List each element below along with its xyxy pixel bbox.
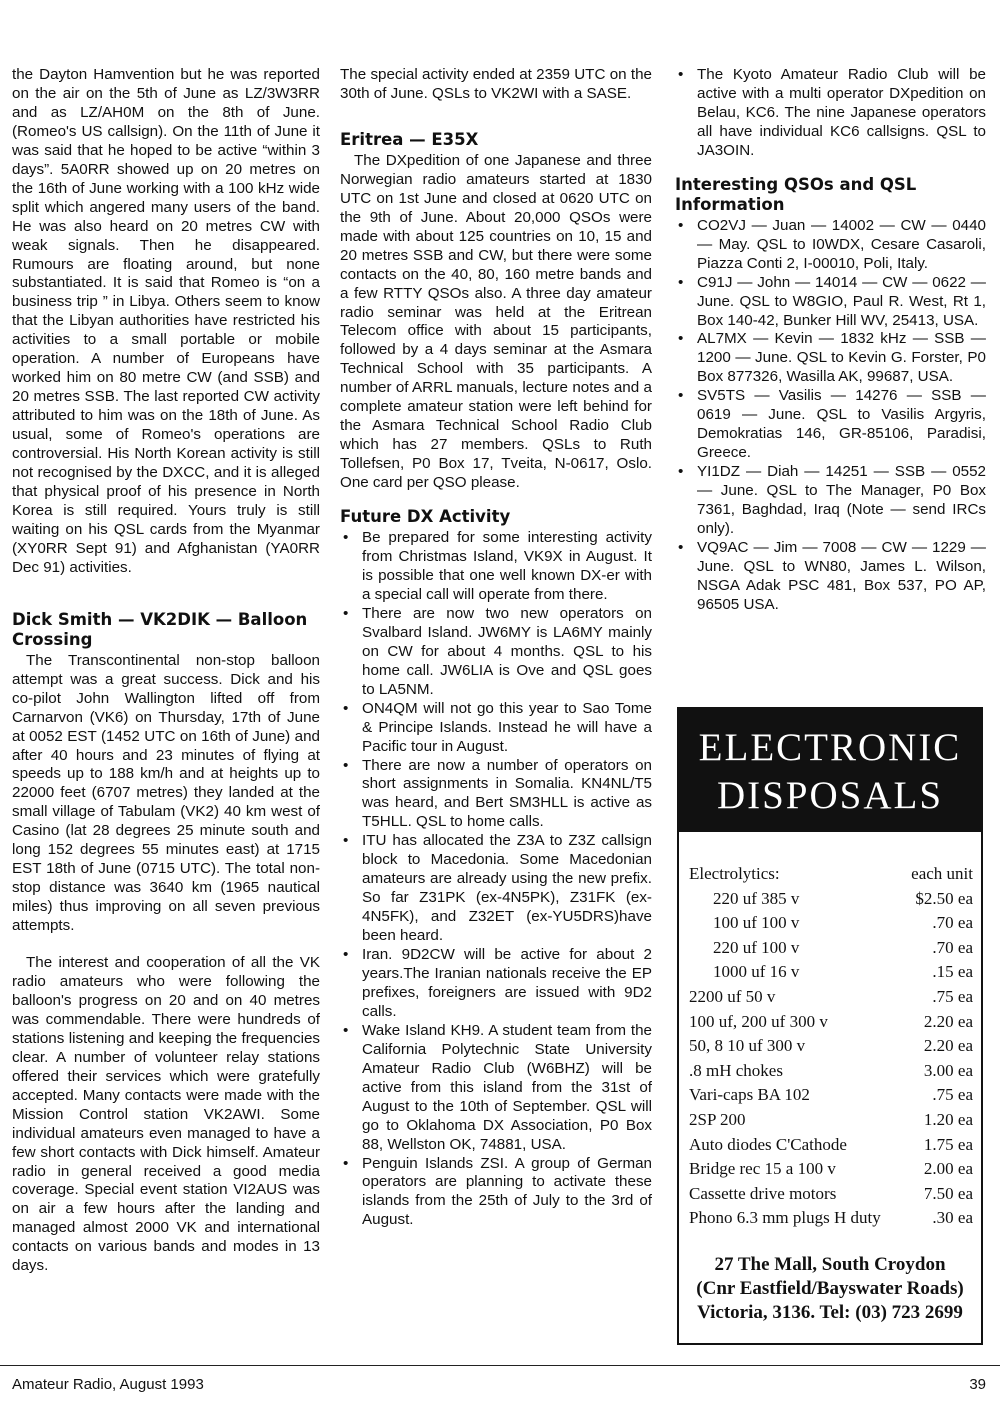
item-name: Auto diodes C'Cathode — [689, 1134, 847, 1154]
price-row — [689, 936, 973, 961]
list-item: • Wake Island KH9. A student team from the California Polytechnic State University Amateur Radio Club (W6BHZ) will be active from this island from the 31st of August to the 10th of September. QSL will go to Oklahoma DX Association, P0 Box 88, Wellston OK, 74881, USA. — [340, 1022, 652, 1155]
kyoto-list — [675, 66, 986, 161]
price-list-header — [689, 862, 973, 887]
column-3 — [675, 66, 986, 615]
balloon-paragraph-2: The interest and cooperation of all the VK radio amateurs who were following the balloon's progress on 20 and on 40 metres was commendable. There were hundreds of stations listening and keeping the frequencies clear. A number of volunteer relay stations offered their services which were gratefully accepted. Many contacts were made with the Mission Control station VK2AWI. Some individual amateurs even managed to have a few short contacts with Dick himself. Amateur radio in general received a good media coverage. Special event station VI2AUS was on air a few hours after the landing and managed almost 2000 VK and international contacts on various bands and modes in 13 days. — [12, 954, 320, 1275]
list-item: • SV5TS — Vasilis — 14276 — SSB — 0619 — June. QSL to Vasilis Argyris, Demokratias 146, GR-85106, Paradisi, Greece. — [675, 387, 986, 463]
item-price: 3.00 ea — [923, 1060, 973, 1080]
electronic-disposals-advert — [677, 707, 983, 1345]
item-name: 50, 8 10 uf 300 v — [689, 1036, 806, 1056]
romeo-continued-paragraph: the Dayton Hamvention but he was reported on the air on the 5th of June as LZ/3W3RR and as LZ/AH0M on the 8th of June. (Romeo's US callsign). On the 11th of June it was said that he hoped to be active “within 3 days”. 5A0RR showed up on 20 metres on the 16th of June working with a 100 kHz wide split which angered many users of the band. He was also heard on 20 metres CW with weak signals. Then he disappeared. Rumours are floating around, but none substantiated. It is said that Romeo is “on a business trip ” in Libya. Others seem to know that the Libyan authorities have restricted his activities to a small portable or mobile operation. A number of Europeans have worked him on 80 metre CW (and SSB) and 20 metres SSB. The last reported CW activity attributed to him was on the 18th of June. As usual, some of Romeo's operations are controversial. His North Korean activity is still not recognised by the DXCC, and it is alleged that physical proof of his presence in North Korea is still required. Yours truly is still waiting on his QSL cards from the Myanmar (XY0RR Sept 91) and Afghanistan (YA0RR Dec 91) activities. — [12, 66, 320, 576]
item-price: .75 ea — [932, 1085, 973, 1105]
price-row — [689, 1108, 973, 1133]
eritrea-paragraph: The DXpedition of one Japanese and three Norwegian radio amateurs started at 1830 UTC on 1st June and closed at 0620 UTC on the 9th of June. About 20,000 QSOs were made with about 125 countries on 10, 15 and 20 metres SSB and CW, but there were some contacts on the 40, 80, 160 metre bands and a few RTTY QSOs also. A three day amateur radio seminar was held at the Eritrean Telecom office with about 15 participants, followed by a 4 days seminar at the Asmara Technical School with 35 participants. A number of ARRL manuals, lecture notes and a complete amateur station were left behind for the Asmara Technical School Radio Club which has 27 members. QSLs to Ruth Tollefsen, P0 Box 17, Tveita, N-0617, Oslo. One card per QSO please. — [340, 151, 652, 492]
list-item: • Be prepared for some interesting activity from Christmas Island, VK9X in August. It is possible that one well known DX-er with a special call will operate from there. — [340, 529, 652, 605]
footer-divider — [0, 1365, 1000, 1366]
item-price: .15 ea — [932, 962, 973, 982]
list-item: • C91J — John — 14014 — CW — 0622 — June. QSL to W8GIO, Paul R. West, Rt 1, Box 140-42, Bunker Hill WV, 25413, USA. — [675, 274, 986, 331]
list-item: • ON4QM will not go this year to Sao Tome & Principe Islands. Instead he will have a Pacific tour in August. — [340, 700, 652, 757]
page-number: 39 — [969, 1376, 986, 1393]
item-name: 2200 uf 50 v — [689, 986, 776, 1006]
column-1 — [12, 66, 320, 1276]
list-item: • The Kyoto Amateur Radio Club will be active with a multi operator DXpedition on Belau, KC6. The nine Japanese operators all have individual KC6 callsigns. QSL to JA3OIN. — [675, 66, 986, 161]
item-price: .30 ea — [932, 1208, 973, 1228]
list-item: • ITU has allocated the Z3A to Z3Z callsign block to Macedonia. Some Macedonian amateurs are already using the new prefix. So far Z31PK (ex-4N5PK), Z31FK (ex-4N5FK), and Z32ET (ex-YU5DRS)have been heard. — [340, 832, 652, 946]
price-list-category: Electrolytics: — [689, 864, 780, 883]
item-name: 2SP 200 — [689, 1109, 746, 1129]
item-name: Bridge rec 15 a 100 v — [689, 1159, 836, 1179]
item-name: Phono 6.3 mm plugs H duty — [689, 1208, 881, 1228]
price-row — [689, 1034, 973, 1059]
advert-address — [679, 1253, 981, 1325]
special-activity-paragraph: The special activity ended at 2359 UTC on the 30th of June. QSLs to VK2WI with a SASE. — [340, 66, 652, 102]
item-name: 100 uf 100 v — [713, 913, 800, 933]
eritrea-heading: Eritrea — E35X — [340, 129, 479, 149]
item-name: .8 mH chokes — [689, 1060, 783, 1080]
list-item: • Iran. 9D2CW will be active for about 2 years.The Iranian nationals receive the EP prefixes, foreigners are issued with 9D2 calls. — [340, 946, 652, 1022]
future-dx-list — [340, 529, 652, 1230]
price-row — [689, 985, 973, 1010]
price-row — [689, 1010, 973, 1035]
item-name: 100 uf, 200 uf 300 v — [689, 1011, 828, 1031]
item-name: Vari-caps BA 102 — [689, 1085, 810, 1105]
list-item: • There are now two new operators on Svalbard Island. JW6MY is LA6MY mainly on CW for about 4 months. QSL to his home call. JW6LIA is Ove and QSL goes to LA5NM. — [340, 605, 652, 700]
price-row — [689, 1157, 973, 1182]
footer-publication: Amateur Radio, August 1993 — [12, 1376, 204, 1393]
item-name: Cassette drive motors — [689, 1183, 837, 1203]
address-line-3: Victoria, 3136. Tel: (03) 723 2699 — [697, 1302, 963, 1323]
item-price: 1.20 ea — [923, 1109, 973, 1129]
price-row — [689, 1182, 973, 1207]
qso-heading: Interesting QSOs and QSL Information — [675, 174, 917, 214]
price-list-unit-label: each unit — [911, 864, 973, 883]
future-dx-heading: Future DX Activity — [340, 507, 511, 527]
dick-smith-heading: Dick Smith — VK2DIK — Balloon Crossing — [12, 609, 308, 649]
list-item: • Penguin Islands ZSI. A group of German operators are planning to activate these islands from the 25th of July to the 3rd of August. — [340, 1155, 652, 1231]
item-price: 2.20 ea — [923, 1011, 973, 1031]
item-name: 220 uf 385 v — [713, 888, 800, 908]
advert-title-banner — [679, 709, 981, 832]
item-name: 1000 uf 16 v — [713, 962, 800, 982]
advert-title-line-2: DISPOSALS — [716, 774, 944, 817]
item-price: 2.00 ea — [923, 1159, 973, 1179]
price-row — [689, 1133, 973, 1158]
price-row — [689, 887, 973, 912]
advert-title-line-1: ELECTRONIC — [698, 726, 962, 769]
item-price: 7.50 ea — [923, 1183, 973, 1203]
price-row — [689, 911, 973, 936]
item-price: 2.20 ea — [923, 1036, 973, 1056]
list-item: • CO2VJ — Juan — 14002 — CW — 0440 — May. QSL to I0WDX, Cesare Casaroli, Piazza Conti 2, I-00010, Poli, Italy. — [675, 217, 986, 274]
price-row — [689, 1059, 973, 1084]
price-list — [689, 862, 973, 1231]
list-item: • There are now a number of operators on short assignments in Somalia. KN4NL/T5 was heard, and Bert SM3HLL is active as T5HLL. QSL to home calls. — [340, 757, 652, 833]
column-2 — [340, 66, 652, 1230]
item-price: 1.75 ea — [923, 1134, 973, 1154]
price-row — [689, 1083, 973, 1108]
list-item: • VQ9AC — Jim — 7008 — CW — 1229 — June. QSL to WN80, James L. Wilson, NSGA Adak PSC 481, Box 537, PO AP, 96505 USA. — [675, 539, 986, 615]
address-line-2: (Cnr Eastfield/Bayswater Roads) — [696, 1278, 964, 1299]
item-price: $2.50 ea — [915, 888, 973, 908]
address-line-1: 27 The Mall, South Croydon — [714, 1254, 946, 1275]
list-item: • YI1DZ — Diah — 14251 — SSB — 0552 — June. QSL to The Manager, P0 Box 7361, Baghdad, Iraq (Note — send IRCs only). — [675, 463, 986, 539]
qso-list — [675, 217, 986, 615]
item-price: .75 ea — [932, 986, 973, 1006]
list-item: • AL7MX — Kevin — 1832 kHz — SSB — 1200 — June. QSL to Kevin G. Forster, P0 Box 877326, Wasilla AK, 99687, USA. — [675, 330, 986, 387]
item-name: 220 uf 100 v — [713, 937, 800, 957]
price-row — [689, 1206, 973, 1231]
balloon-paragraph-1: The Transcontinental non-stop balloon attempt was a great success. Dick and his co-pilot John Wallington lifted off from Carnarvon (VK6) on Thursday, 17th of June at 0052 EST (1452 UTC on 16th of June) and after 40 hours and 23 minutes of flying at speeds up to 188 km/h and at heights up to 22000 feet (6707 metres) they landed at the small village of Tabulam (VK2) 40 km west of Casino (lat 28 degrees 25 minute south and long 152 degrees 55 minutes east) at 1715 EST 18th of June (0715 UTC). The total non-stop distance was 3640 km (1965 nautical miles) thus improving on all seven previous attempts. — [12, 651, 320, 935]
price-row — [689, 960, 973, 985]
item-price: .70 ea — [932, 913, 973, 933]
item-price: .70 ea — [932, 937, 973, 957]
